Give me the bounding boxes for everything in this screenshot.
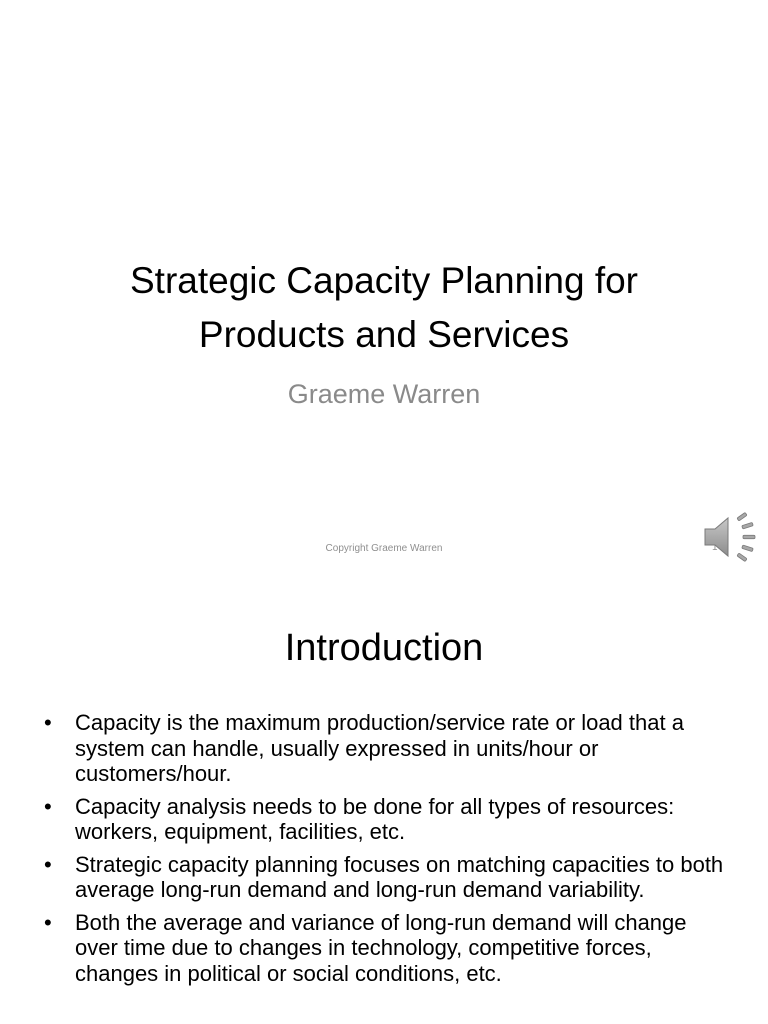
- bullet-list: [44, 710, 734, 993]
- slide-title-line-2: Products and Services: [198, 314, 570, 355]
- list-item: [44, 852, 734, 903]
- bullet-marker: •: [44, 710, 52, 735]
- bullet-text: Capacity is the maximum production/service rate or load that a system can handle, usually expressed in units/hour or customers/hour.: [75, 710, 684, 786]
- list-item: [44, 710, 734, 787]
- bullet-marker: •: [44, 909, 52, 935]
- bullet-marker: •: [44, 793, 52, 819]
- list-item: [44, 910, 734, 987]
- slide-title: [40, 254, 728, 362]
- bullet-text: Capacity analysis needs to be done for all types of resources: workers, equipment, facilities, etc.: [75, 793, 675, 844]
- bullet-text: Both the average and variance of long-run demand will change over time due to changes in technology, competitive forces, changes in political or social conditions, etc.: [75, 909, 687, 986]
- introduction-slide: [0, 576, 768, 1024]
- bullet-text: Strategic capacity planning focuses on matching capacities to both average long-run demand and long-run demand variability.: [75, 851, 724, 902]
- author-subtitle: Graeme Warren: [287, 379, 481, 409]
- copyright-footer: Copyright Graeme Warren: [325, 543, 443, 554]
- bullet-marker: •: [44, 851, 52, 877]
- speaker-icon[interactable]: [702, 512, 756, 562]
- slide-number: 1: [712, 542, 718, 553]
- list-item: [44, 794, 734, 845]
- introduction-heading: Introduction: [284, 627, 484, 669]
- slide-title-line-1: Strategic Capacity Planning for: [130, 260, 638, 301]
